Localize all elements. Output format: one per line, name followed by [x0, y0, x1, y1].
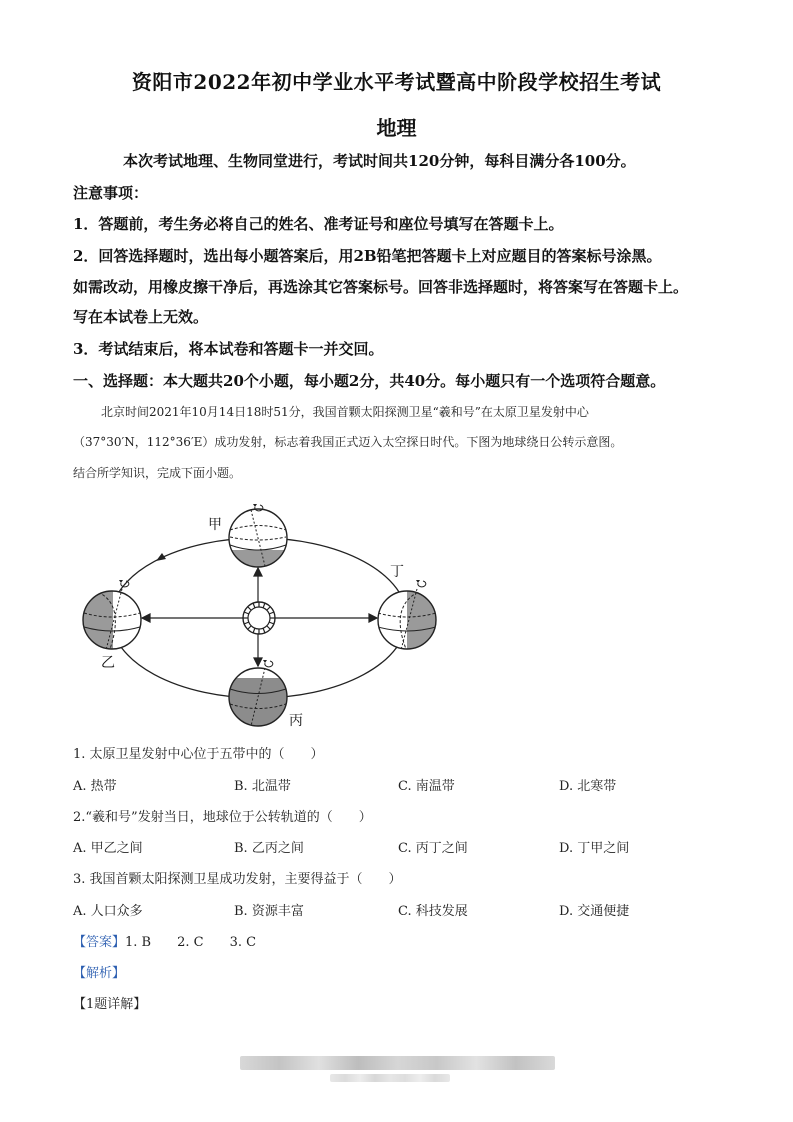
label-bing: 丙 — [289, 713, 303, 729]
earth-globe-icon — [220, 660, 300, 726]
passage-line-1: 北京时间2021年10月14日18时51分，我国首颗太阳探测卫星“羲和号”在太原卫星发射中心 — [101, 405, 589, 419]
q2-option-b[interactable]: B. 乙丙之间 — [234, 841, 304, 856]
earth-orbit-diagram — [70, 495, 450, 735]
question-1-stem: 1. 太原卫星发射中心位于五带中的（ ） — [73, 747, 324, 762]
detail-label: 【1题详解】 — [73, 997, 147, 1012]
q3-option-c[interactable]: C. 科技发展 — [398, 904, 468, 919]
sun-icon — [243, 602, 275, 634]
q1-option-c[interactable]: C. 南温带 — [398, 779, 455, 794]
q3-option-b[interactable]: B. 资源丰富 — [234, 904, 304, 919]
passage-line-3: 结合所学知识，完成下面小题。 — [73, 466, 242, 480]
notes-heading: 注意事项： — [73, 184, 149, 202]
q2-option-d[interactable]: D. 丁甲之间 — [559, 841, 630, 856]
q3-option-d[interactable]: D. 交通便捷 — [559, 904, 630, 919]
answer-label: 【答案】 — [73, 935, 126, 950]
label-jia: 甲 — [208, 517, 222, 533]
q1-option-a[interactable]: A. 热带 — [73, 779, 117, 794]
label-ding: 丁 — [390, 564, 404, 580]
earth-globe-icon — [378, 580, 441, 655]
question-3-stem: 3. 我国首颗太阳探测卫星成功发射，主要得益于（ ） — [73, 872, 402, 887]
passage-line-2: （37°30′N，112°36′E）成功发射，标志着我国正式迈入太空探日时代。下图为地球绕日公转示意图。 — [73, 435, 623, 449]
exam-intro: 本次考试地理、生物同堂进行，考试时间共120分钟，每科目满分各100分。 — [123, 152, 636, 170]
earth-globe-icon — [80, 580, 141, 655]
q2-option-a[interactable]: A. 甲乙之间 — [73, 841, 143, 856]
q1-option-d[interactable]: D. 北寒带 — [559, 779, 617, 794]
note-2b: 如需改动，用橡皮擦干净后，再选涂其它答案标号。回答非选择题时，将答案写在答题卡上。 — [73, 278, 689, 296]
earth-globe-icon — [220, 504, 300, 580]
label-yi: 乙 — [101, 655, 115, 671]
section-heading: 一、选择题：本大题共20个小题，每小题2分，共40分。每小题只有一个选项符合题意。 — [73, 372, 666, 390]
q1-option-b[interactable]: B. 北温带 — [234, 779, 291, 794]
orbit-direction-arrow — [156, 553, 166, 561]
note-3: 3．考试结束后，将本试卷和答题卡一并交回。 — [73, 340, 384, 358]
analysis-label: 【解析】 — [73, 966, 126, 981]
answer-text: 1. B 2. C 3. C — [125, 935, 257, 950]
note-1: 1．答题前，考生务必将自己的姓名、准考证号和座位号填写在答题卡上。 — [73, 215, 564, 233]
blurred-watermark — [330, 1074, 450, 1082]
answer-line — [73, 931, 256, 950]
q2-option-c[interactable]: C. 丙丁之间 — [398, 841, 468, 856]
question-2-stem: 2.“羲和号”发射当日，地球位于公转轨道的（ ） — [73, 810, 372, 825]
subject-title: 地理 — [376, 116, 417, 140]
q3-option-a[interactable]: A. 人口众多 — [73, 904, 143, 919]
note-2a: 2．回答选择题时，选出每小题答案后，用2B铅笔把答题卡上对应题目的答案标号涂黑。 — [73, 247, 662, 265]
blurred-watermark — [240, 1056, 555, 1070]
exam-title: 资阳市2022年初中学业水平考试暨高中阶段学校招生考试 — [131, 70, 662, 94]
note-2c: 写在本试卷上无效。 — [73, 308, 209, 326]
